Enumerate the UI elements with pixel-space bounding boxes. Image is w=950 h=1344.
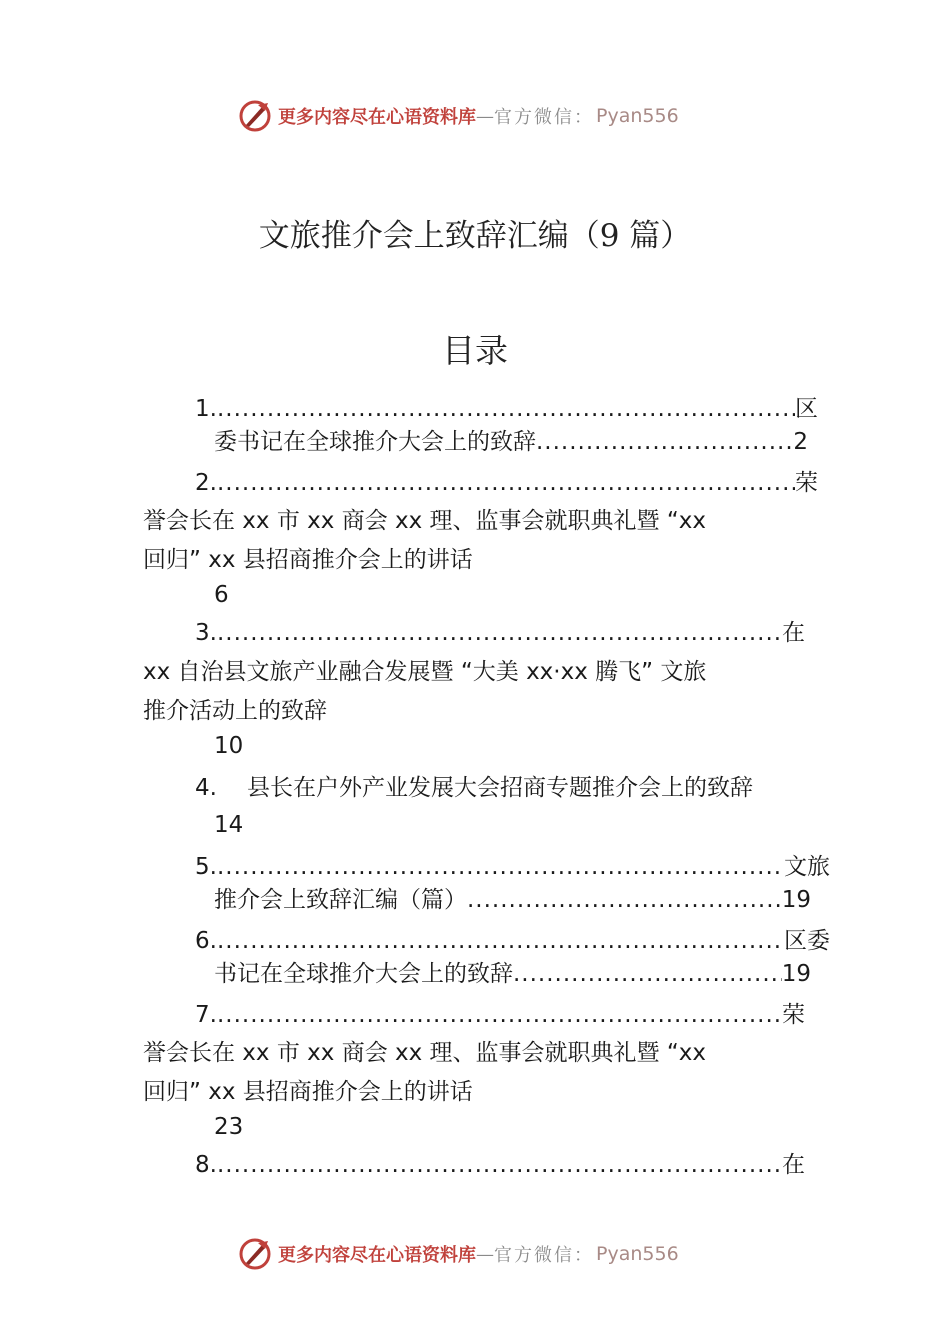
watermark-label: 官方微信： <box>494 107 594 128</box>
quill-logo-icon <box>238 99 272 133</box>
toc-entry-1[interactable] <box>195 394 818 424</box>
toc-entry-tail: 区 <box>795 396 818 422</box>
toc-entry-2-line-2[interactable]: 回归” xx 县招商推介会上的讲话 <box>143 547 473 573</box>
toc-entry-number: 7. <box>195 1002 217 1028</box>
toc-entry-3-line-2[interactable]: 推介活动上的致辞 <box>143 698 327 724</box>
toc-leader-dots <box>217 1150 782 1180</box>
toc-entry-4-number: 4. <box>195 775 217 801</box>
toc-entry-6-continuation[interactable] <box>214 959 811 989</box>
toc-entry-number: 1. <box>195 396 217 422</box>
toc-entry-tail: 在 <box>782 620 805 646</box>
toc-entry-7[interactable] <box>195 1000 805 1030</box>
toc-leader-dots <box>217 394 795 424</box>
toc-entry-1-continuation[interactable] <box>214 427 808 457</box>
toc-entry-text: 书记在全球推介大会上的致辞 <box>214 961 513 987</box>
toc-heading: 目录 <box>442 331 508 370</box>
toc-entry-4[interactable]: 县长在户外产业发展大会招商专题推介会上的致辞 <box>247 775 753 801</box>
toc-entry-tail: 荣 <box>795 470 818 496</box>
toc-entry-5-continuation[interactable] <box>214 885 811 915</box>
watermark-id: Pyan556 <box>596 105 679 127</box>
toc-entry-number: 2. <box>195 470 217 496</box>
toc-leader-dots <box>217 468 795 498</box>
toc-page-number: 19 <box>781 887 811 913</box>
document-title: 文旅推介会上致辞汇编（9 篇） <box>258 218 692 254</box>
toc-leader-dots <box>536 427 793 457</box>
toc-entry-2[interactable] <box>195 468 818 498</box>
toc-entry-6[interactable] <box>195 926 830 956</box>
quill-logo-icon <box>238 1237 272 1271</box>
toc-entry-number: 6. <box>195 928 217 954</box>
watermark-separator: — <box>476 1243 494 1265</box>
toc-entry-7-line-2[interactable]: 回归” xx 县招商推介会上的讲话 <box>143 1079 473 1105</box>
toc-entry-tail: 区委 <box>784 928 830 954</box>
toc-entry-2-line-1[interactable]: 誉会长在 xx 市 xx 商会 xx 理、监事会就职典礼暨 “xx <box>143 508 706 534</box>
toc-entry-text: 委书记在全球推介大会上的致辞 <box>214 429 536 455</box>
toc-page-number: 2 <box>793 429 808 455</box>
toc-leader-dots <box>217 852 784 882</box>
toc-entry-8[interactable] <box>195 1150 805 1180</box>
watermark-lead: 更多内容尽在心语资料库 <box>278 107 476 128</box>
toc-page-number: 6 <box>214 582 229 608</box>
toc-page-number: 14 <box>214 812 244 838</box>
toc-leader-dots <box>217 1000 782 1030</box>
toc-entry-number: 8. <box>195 1152 217 1178</box>
toc-leader-dots <box>467 885 782 915</box>
toc-entry-5[interactable] <box>195 852 830 882</box>
toc-leader-dots <box>217 926 784 956</box>
watermark-footer <box>238 1234 679 1274</box>
toc-entry-tail: 荣 <box>782 1002 805 1028</box>
toc-entry-text: 推介会上致辞汇编（篇） <box>214 887 467 913</box>
toc-leader-dots <box>217 618 782 648</box>
toc-entry-number: 3. <box>195 620 217 646</box>
watermark-id: Pyan556 <box>596 1243 679 1265</box>
toc-entry-tail: 文旅 <box>784 854 830 880</box>
toc-entry-number: 5. <box>195 854 217 880</box>
toc-entry-7-line-1[interactable]: 誉会长在 xx 市 xx 商会 xx 理、监事会就职典礼暨 “xx <box>143 1040 706 1066</box>
toc-page-number: 19 <box>781 961 811 987</box>
toc-page-number: 23 <box>214 1114 244 1140</box>
watermark-separator: — <box>476 105 494 127</box>
toc-entry-3-line-1[interactable]: xx 自治县文旅产业融合发展暨 “大美 xx·xx 腾飞” 文旅 <box>143 659 707 685</box>
toc-page-number: 10 <box>214 733 244 759</box>
watermark-lead: 更多内容尽在心语资料库 <box>278 1245 476 1266</box>
watermark-header <box>238 96 679 136</box>
toc-entry-3[interactable] <box>195 618 805 648</box>
toc-leader-dots <box>513 959 782 989</box>
watermark-label: 官方微信： <box>494 1245 594 1266</box>
toc-entry-tail: 在 <box>782 1152 805 1178</box>
